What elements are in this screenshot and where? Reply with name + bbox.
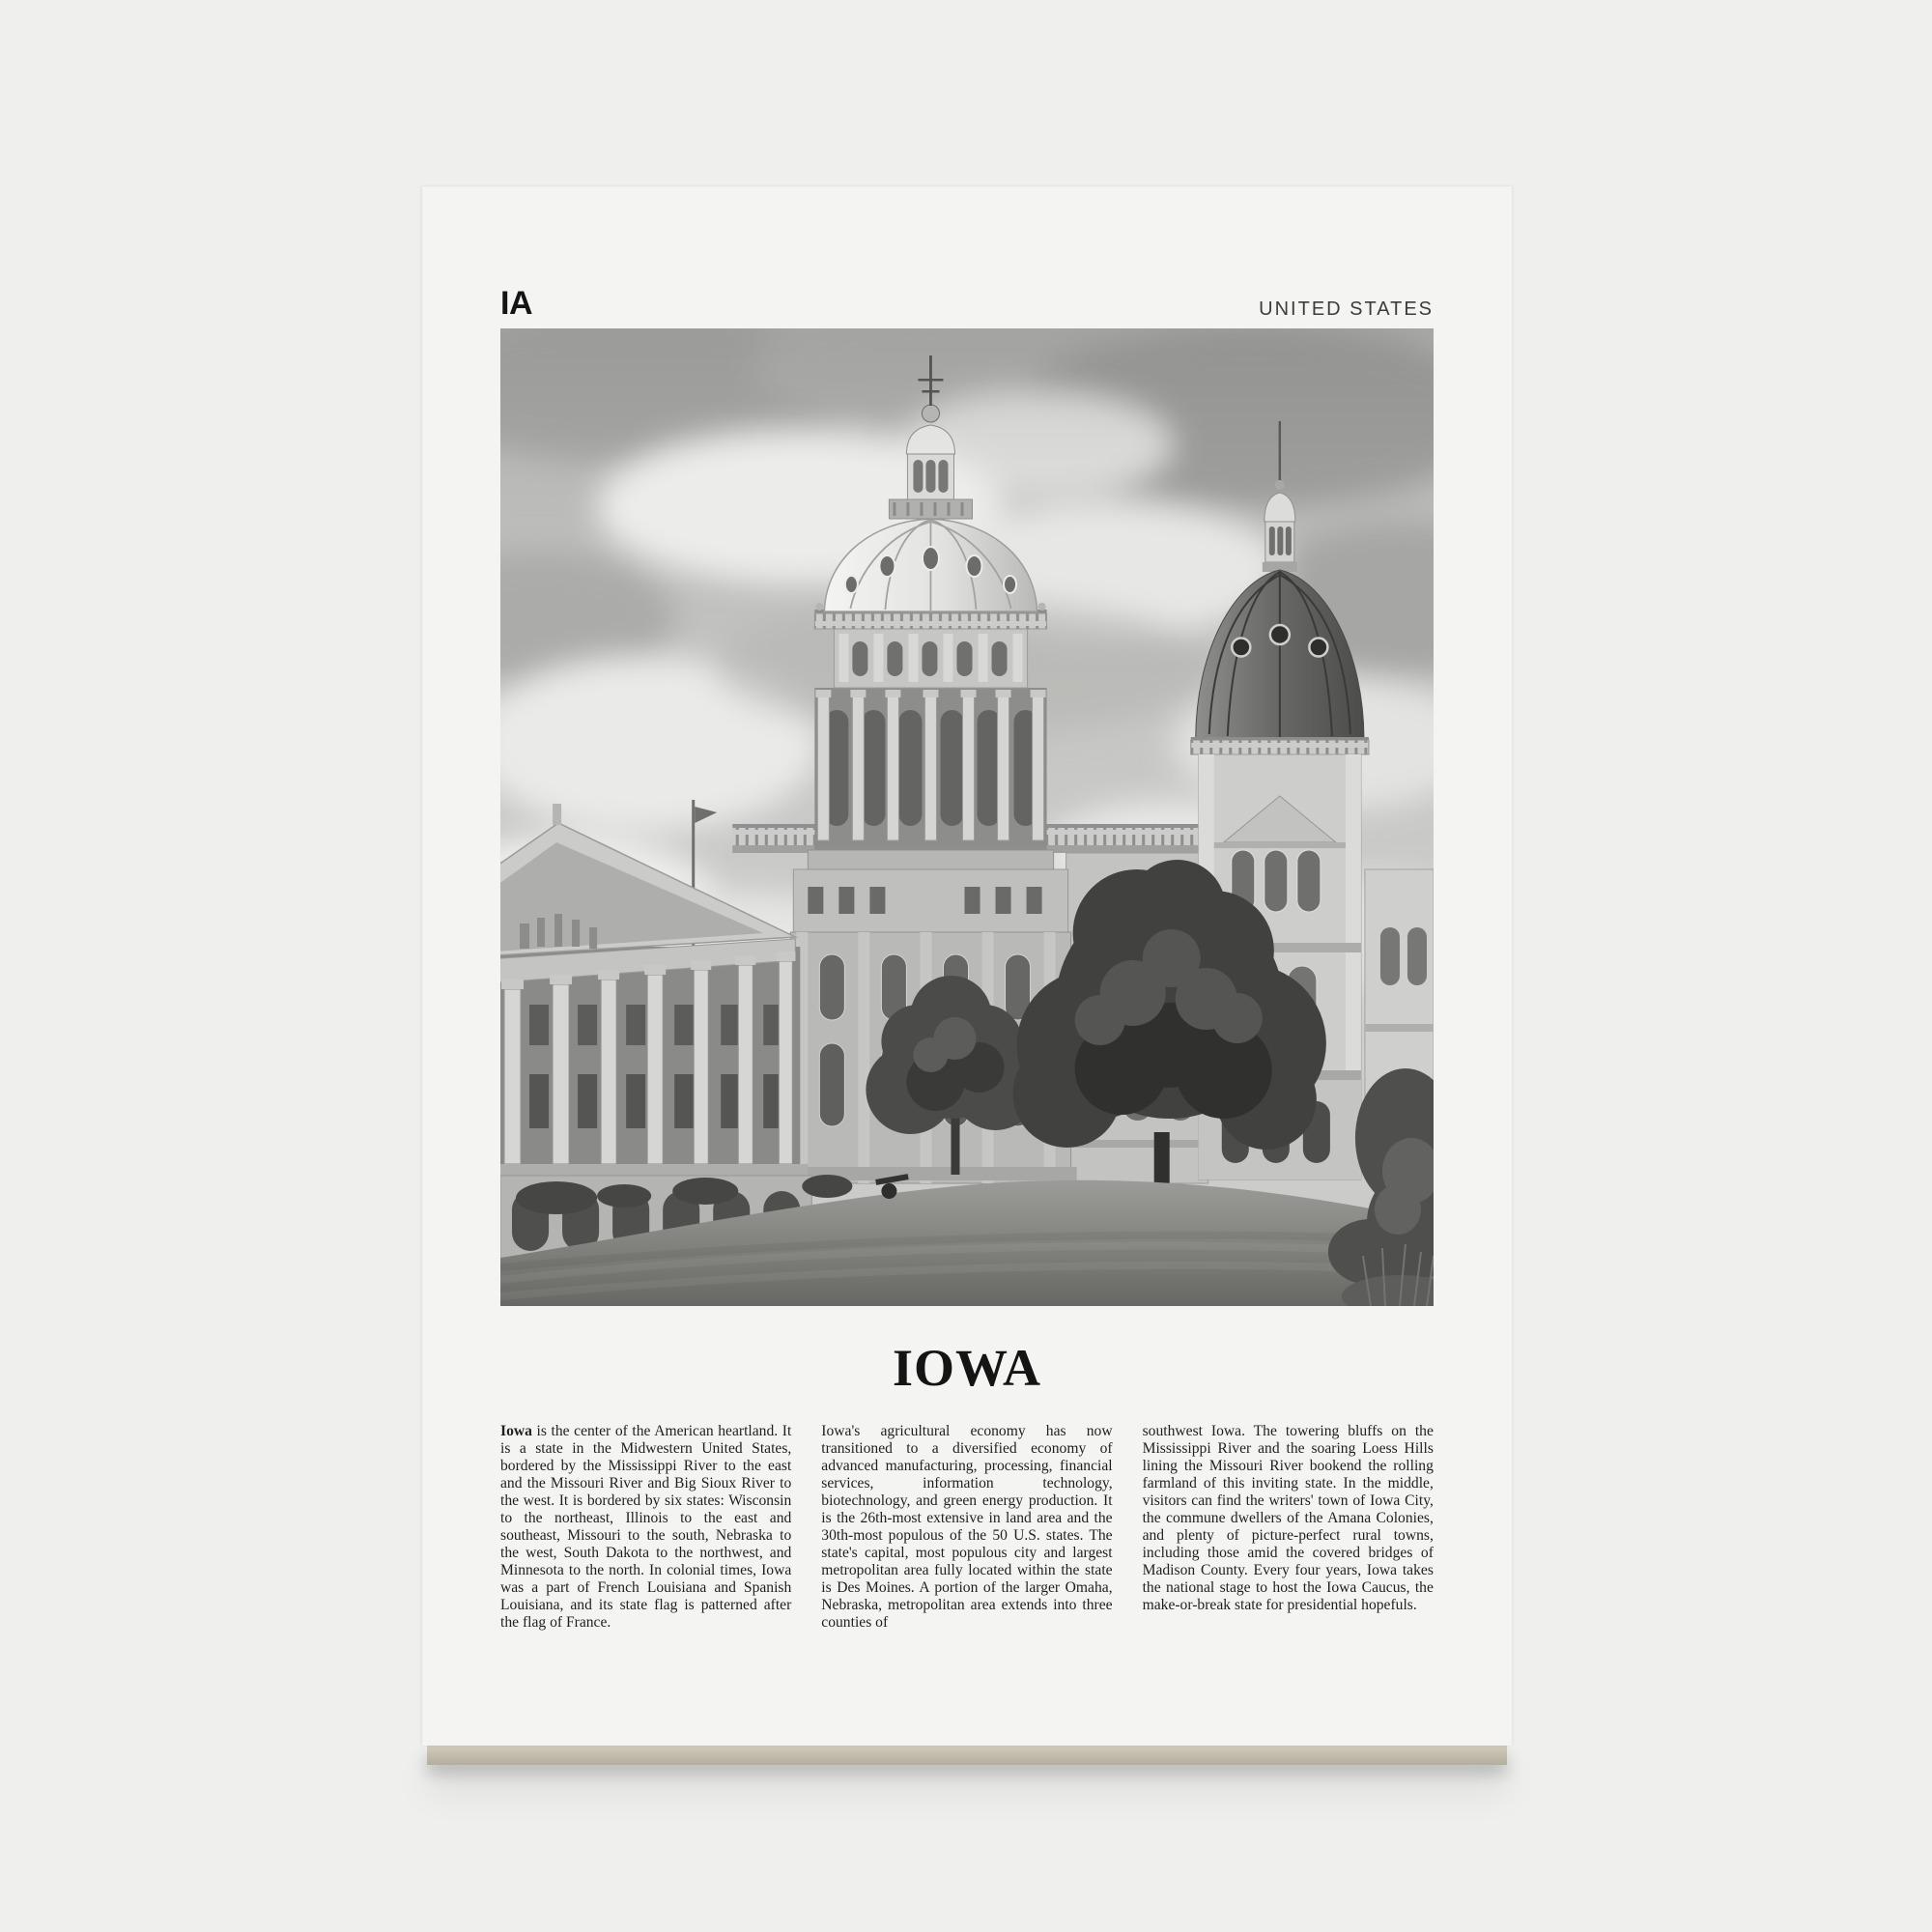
- state-code-label: IA: [500, 285, 532, 322]
- body-text-3: southwest Iowa. The towering bluffs on the Mississippi River and the soaring Loess Hills lining the Missouri River bookend the rolling farmland of this inviting state. In the middle, visitors can find the writers' town of Iowa City, the commune dwellers of the Amana Colonies, and plenty of picture-perfect rural towns, including those amid the covered bridges of Madison County. Every four years, Iowa takes the national stage to host the Iowa Caucus, the make-or-break state for presidential hopefuls.: [1142, 1423, 1434, 1613]
- photo-vignette: [500, 328, 1434, 1306]
- poster-title: IOWA: [892, 1339, 1042, 1397]
- body-text-2: Iowa's agricultural economy has now transitioned to a diversified economy of advanced manufacturing, processing, financial services, information technology, biotechnology, and green energy production. It is the 26th-most extensive in land area and the 30th-most populous of the 50 U.S. states. The state's capital, most populous city and largest metropolitan area fully located within the state is Des Moines. A portion of the larger Omaha, Nebraska, metropolitan area extends into three counties of: [821, 1423, 1113, 1631]
- poster: [422, 186, 1512, 1765]
- capitol-photo: [500, 328, 1434, 1306]
- poster-face: [422, 186, 1512, 1746]
- body-column-1: [500, 1423, 791, 1632]
- capitol-photo-illustration: [500, 328, 1434, 1306]
- poster-bottom-paper-edge: [427, 1746, 1507, 1765]
- body-column-3: [1143, 1423, 1434, 1632]
- body-columns: [500, 1423, 1434, 1632]
- body-lead-word: Iowa: [500, 1423, 532, 1439]
- poster-header: [500, 285, 1434, 320]
- body-text-1: is the center of the American heartland. It is a state in the Midwestern United States, bordered by the Mississippi River to the east and the Missouri River and Big Sioux River to the west. It is bordered by six states: Wisconsin to the northeast, Illinois to the east and southeast, Missouri to the south, Nebraska to the west, South Dakota to the northwest, and Minnesota to the north. In colonial times, Iowa was a part of French Louisiana and Spanish Louisiana, and its state flag is patterned after the flag of France.: [500, 1423, 792, 1631]
- country-label: UNITED STATES: [1259, 298, 1434, 320]
- body-column-2: [821, 1423, 1112, 1632]
